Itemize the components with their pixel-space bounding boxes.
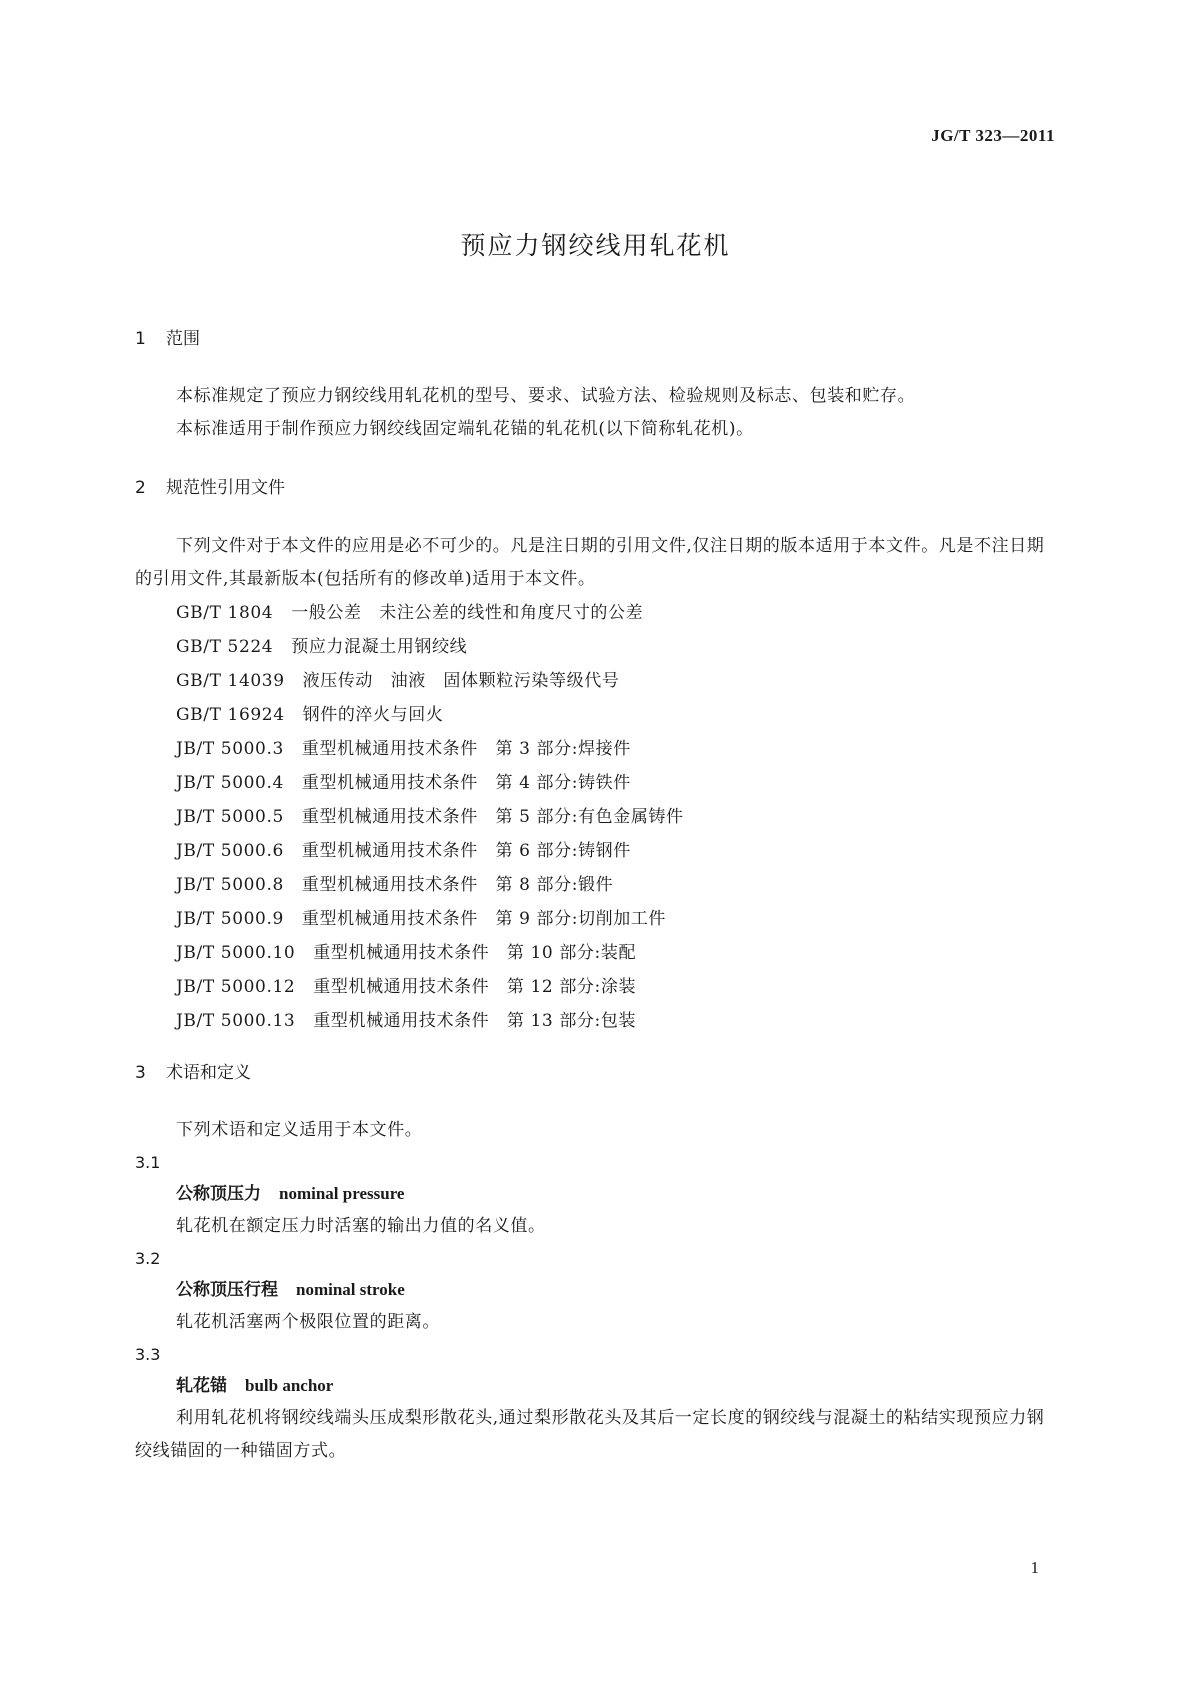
reference-title: 重型机械通用技术条件 第 8 部分:锻件 bbox=[301, 875, 614, 895]
section-title: 术语和定义 bbox=[166, 1063, 251, 1083]
term-definition: 轧花机活塞两个极限位置的距离。 bbox=[176, 1312, 440, 1332]
page-number: 1 bbox=[1030, 1558, 1039, 1577]
reference-code: JB/T 5000.9 bbox=[176, 909, 284, 929]
document-body bbox=[135, 326, 1057, 1468]
term-en: nominal pressure bbox=[279, 1184, 405, 1203]
reference-title: 预应力混凝土用钢绞线 bbox=[291, 637, 468, 657]
reference-code: JB/T 5000.13 bbox=[176, 1011, 296, 1031]
reference-item bbox=[135, 664, 1057, 698]
section-number: 1 bbox=[135, 329, 146, 349]
reference-title: 钢件的淬火与回火 bbox=[302, 705, 444, 725]
reference-title: 重型机械通用技术条件 第 5 部分:有色金属铸件 bbox=[301, 807, 684, 827]
reference-code: JB/T 5000.10 bbox=[176, 943, 296, 963]
reference-code: JB/T 5000.3 bbox=[176, 739, 284, 759]
reference-title: 液压传动 油液 固体颗粒污染等级代号 bbox=[302, 671, 620, 691]
reference-code: GB/T 5224 bbox=[176, 637, 274, 657]
term-entry bbox=[135, 1178, 1057, 1210]
reference-code: GB/T 1804 bbox=[176, 603, 274, 623]
reference-item bbox=[135, 1004, 1057, 1038]
term-definition: 轧花机在额定压力时活塞的输出力值的名义值。 bbox=[176, 1216, 546, 1236]
reference-title: 重型机械通用技术条件 第 3 部分:焊接件 bbox=[301, 739, 631, 759]
reference-code: JB/T 5000.8 bbox=[176, 875, 284, 895]
reference-item bbox=[135, 698, 1057, 732]
term-zh: 公称顶压行程 bbox=[176, 1280, 278, 1300]
reference-item bbox=[135, 868, 1057, 902]
term-entry bbox=[135, 1370, 1057, 1402]
reference-item bbox=[135, 732, 1057, 766]
section-number: 2 bbox=[135, 478, 146, 498]
paragraph: 下列术语和定义适用于本文件。 bbox=[176, 1120, 423, 1140]
reference-code: JB/T 5000.4 bbox=[176, 773, 284, 793]
term-zh: 公称顶压力 bbox=[176, 1184, 261, 1204]
reference-item bbox=[135, 766, 1057, 800]
reference-item bbox=[135, 630, 1057, 664]
term-en: nominal stroke bbox=[296, 1280, 405, 1299]
reference-title: 重型机械通用技术条件 第 9 部分:切削加工件 bbox=[301, 909, 667, 929]
paragraph: 本标准适用于制作预应力钢绞线固定端轧花锚的轧花机(以下简称轧花机)。 bbox=[176, 419, 754, 439]
term-en: bulb anchor bbox=[245, 1376, 334, 1395]
reference-item bbox=[135, 936, 1057, 970]
section-title: 范围 bbox=[166, 329, 200, 349]
reference-title: 重型机械通用技术条件 第 12 部分:涂装 bbox=[313, 977, 637, 997]
reference-code: JB/T 5000.5 bbox=[176, 807, 284, 827]
term-entry bbox=[135, 1274, 1057, 1306]
reference-title: 重型机械通用技术条件 第 13 部分:包装 bbox=[313, 1011, 637, 1031]
reference-title: 重型机械通用技术条件 第 4 部分:铸铁件 bbox=[301, 773, 631, 793]
standard-code: JG/T 323—2011 bbox=[931, 126, 1055, 145]
term-zh: 轧花锚 bbox=[176, 1376, 227, 1396]
section-1-heading bbox=[135, 326, 1057, 352]
reference-item bbox=[135, 970, 1057, 1004]
clause-number: 3.3 bbox=[135, 1345, 161, 1364]
section-title: 规范性引用文件 bbox=[166, 478, 285, 498]
clause-number: 3.2 bbox=[135, 1249, 161, 1268]
paragraph: 本标准规定了预应力钢绞线用轧花机的型号、要求、试验方法、检验规则及标志、包装和贮存。 bbox=[176, 386, 916, 406]
reference-title: 重型机械通用技术条件 第 6 部分:铸钢件 bbox=[301, 841, 631, 861]
section-3-heading bbox=[135, 1060, 1057, 1086]
clause-number: 3.1 bbox=[135, 1153, 161, 1172]
reference-code: GB/T 14039 bbox=[176, 671, 285, 691]
reference-code: JB/T 5000.12 bbox=[176, 977, 296, 997]
reference-item bbox=[135, 596, 1057, 630]
section-number: 3 bbox=[135, 1063, 146, 1083]
reference-item bbox=[135, 834, 1057, 868]
reference-item bbox=[135, 800, 1057, 834]
reference-code: GB/T 16924 bbox=[176, 705, 285, 725]
paragraph: 下列文件对于本文件的应用是必不可少的。凡是注日期的引用文件,仅注日期的版本适用于本文件。凡是不注日期的引用文件,其最新版本(包括所有的修改单)适用于本文件。 bbox=[135, 536, 1045, 589]
reference-title: 重型机械通用技术条件 第 10 部分:装配 bbox=[313, 943, 637, 963]
document-title: 预应力钢绞线用轧花机 bbox=[460, 231, 731, 260]
normative-references-list bbox=[135, 596, 1057, 1038]
reference-code: JB/T 5000.6 bbox=[176, 841, 284, 861]
term-definition: 利用轧花机将钢绞线端头压成梨形散花头,通过梨形散花头及其后一定长度的钢绞线与混凝土的粘结实现预应力钢绞线锚固的一种锚固方式。 bbox=[135, 1408, 1045, 1461]
reference-title: 一般公差 未注公差的线性和角度尺寸的公差 bbox=[291, 603, 644, 623]
section-2-heading bbox=[135, 475, 1057, 501]
reference-item bbox=[135, 902, 1057, 936]
